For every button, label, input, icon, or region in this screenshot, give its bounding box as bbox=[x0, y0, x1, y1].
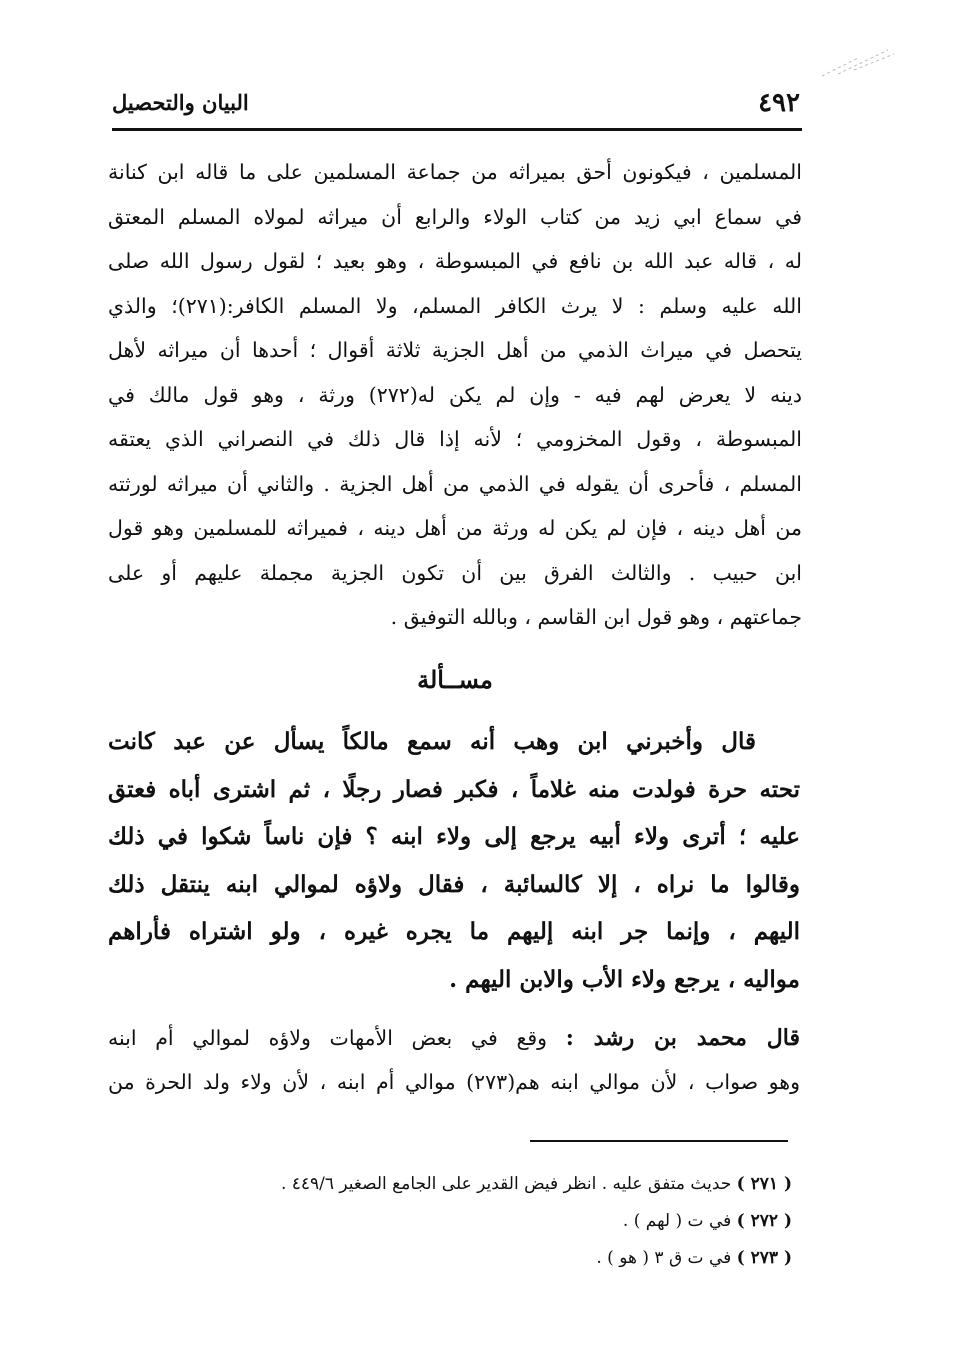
text-line: عليه ؛ أترى ولاء أبيه يرجع إلى ولاء ابنه ؟ فإن ناساً شكوا في ذلك bbox=[108, 823, 800, 850]
text-line: يتحصل في ميراث الذمي من أهل الجزية ثلاثة أقوال ؛ أحدها أن ميراثه لأهل bbox=[108, 338, 802, 362]
text-line: قال وأخبرني ابن وهب أنه سمع مالكاً يسأل عن عبد كانت bbox=[108, 728, 756, 755]
paragraph-2 bbox=[108, 718, 800, 1003]
footnotes bbox=[170, 1166, 792, 1277]
text-line-with-lead bbox=[108, 1016, 800, 1060]
text-line: تحته حرة فولدت منه غلاماً ، فكبر فصار رجلًا ، ثم اشترى أباه فعتق bbox=[108, 775, 800, 803]
text-line: من أهل دينه ، فإن لم يكن له ورثة من أهل دينه ، فميراثه للمسلمين وهو قول bbox=[108, 516, 802, 540]
footnote-text: في ت ق ٣ ( هو ) . bbox=[596, 1248, 732, 1268]
text-line: دينه لا يعرض لهم فيه - وإن لم يكن له(٢٧٢) ورثة ، وهو قول مالك في bbox=[108, 382, 802, 407]
text-line: الله عليه وسلم : لا يرث الكافر المسلم، ولا المسلم الكافر:(٢٧١)؛ والذي bbox=[108, 293, 802, 318]
footnote-text: في ت ( لهم ) . bbox=[622, 1211, 732, 1231]
text-segment: وقع في بعض الأمهات ولاؤه لموالي أم ابنه bbox=[108, 1026, 548, 1050]
text-line: المسلم ، فأحرى أن يقوله في الذمي من أهل الجزية . والثاني أن ميراثه لورثته bbox=[108, 471, 802, 496]
text-line: المبسوطة ، وقول المخزومي ؛ لأنه إذا قال ذلك في النصراني الذي يعتقه bbox=[108, 427, 802, 451]
header-rule bbox=[112, 128, 802, 131]
footnote-rule bbox=[530, 1140, 788, 1142]
footnote bbox=[170, 1203, 792, 1240]
text-line: وقالوا ما نراه ، إلا كالسائبة ، فقال ولاؤه لموالي ابنه ينتقل ذلك bbox=[108, 870, 800, 898]
section-heading: مســألة bbox=[417, 665, 493, 694]
text-line: وهو صواب ، لأن موالي ابنه هم(٢٧٣) موالي أم ابنه ، لأن ولاء ولد الحرة من bbox=[108, 1070, 800, 1094]
paragraph-3 bbox=[108, 1016, 800, 1104]
page-header bbox=[112, 86, 800, 124]
footnote-number: ( ٢٧٢ ) bbox=[736, 1211, 792, 1231]
page-number: ٤٩٢ bbox=[758, 88, 800, 118]
text-line: له ، قاله عبد الله بن نافع في المبسوطة ، وهو بعيد ؛ لقول رسول الله صلى bbox=[108, 249, 802, 273]
text-line: ابن حبيب . والثالث الفرق بين أن تكون الجزية مجملة عليهم أو على bbox=[108, 560, 802, 585]
text-line: اليهم ، وإنما جر ابنه إليهم ما يجره غيره ، ولو اشتراه فأراهم bbox=[108, 918, 800, 945]
footnote bbox=[170, 1240, 792, 1277]
text-line: المسلمين ، فيكونون أحق بميراثه من جماعة المسلمين على ما قاله ابن كنانة bbox=[108, 160, 802, 184]
text-line: مواليه ، يرجع ولاء الأب والابن اليهم . bbox=[449, 965, 800, 993]
paragraph-1 bbox=[108, 150, 802, 640]
scan-artifact-mark bbox=[818, 44, 898, 80]
paragraph-lead: قال محمد بن رشد : bbox=[565, 1025, 800, 1051]
footnote bbox=[170, 1166, 792, 1203]
footnote-number: ( ٢٧٣ ) bbox=[736, 1248, 792, 1268]
text-line: جماعتهم ، وهو قول ابن القاسم ، وبالله التوفيق . bbox=[390, 605, 802, 629]
footnote-number: ( ٢٧١ ) bbox=[736, 1174, 792, 1194]
running-title: البيان والتحصيل bbox=[112, 90, 249, 115]
footnote-text: حديث متفق عليه . انظر فيض القدير على الجامع الصغير ٤٤٩/٦ . bbox=[280, 1174, 732, 1194]
text-line: في سماع ابي زيد من كتاب الولاء والرابع أن ميراثه لمولاه المسلم المعتق bbox=[108, 204, 802, 229]
